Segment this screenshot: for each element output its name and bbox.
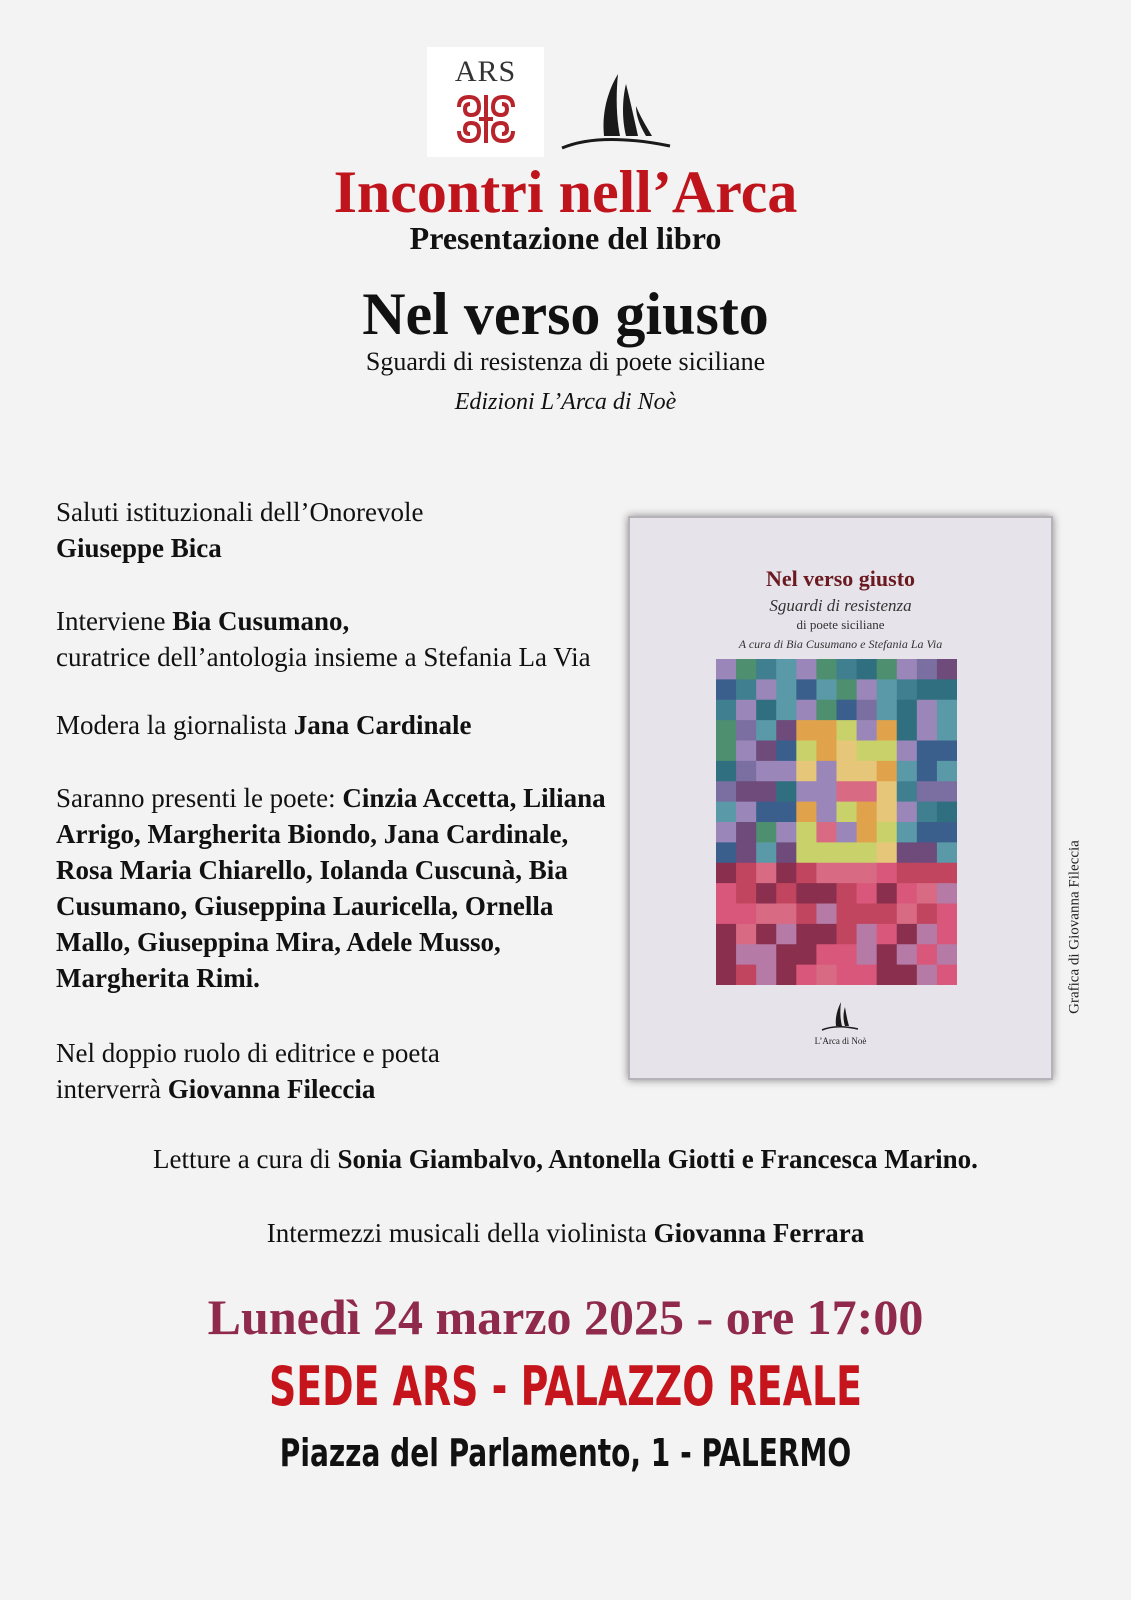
mosaic-tile: [837, 741, 858, 762]
mosaic-tile: [937, 863, 957, 884]
mosaic-tile: [716, 781, 737, 802]
ars-logo: [427, 47, 544, 157]
mosaic-tile: [736, 761, 757, 782]
mosaic-tile: [756, 700, 777, 721]
mosaic-tile: [857, 720, 878, 741]
mosaic-tile: [796, 822, 817, 843]
mosaic-tile: [776, 659, 797, 680]
mosaic-tile: [776, 741, 797, 762]
mosaic-tile: [796, 720, 817, 741]
graphic-credit-text: Grafica di Giovanna Fileccia: [1066, 840, 1083, 1014]
mosaic-tile: [796, 659, 817, 680]
mosaic-tile: [796, 842, 817, 863]
event-series-title: Incontri nell’Arca: [333, 159, 798, 225]
graphic-credit: [1063, 812, 1087, 1042]
mosaic-tile: [917, 679, 938, 700]
mosaic-tile: [776, 781, 797, 802]
program-readings: [0, 1144, 1131, 1175]
mosaic-tile: [756, 720, 777, 741]
mosaic-tile: [716, 822, 737, 843]
mosaic-tile: [736, 659, 757, 680]
mosaic-tile: [897, 904, 918, 925]
mosaic-tile: [917, 924, 938, 945]
mosaic-tile: [917, 842, 938, 863]
mosaic-tile: [937, 924, 957, 945]
mosaic-tile: [937, 741, 957, 762]
mosaic-tile: [796, 761, 817, 782]
poets-names: Cinzia Accetta, Liliana Arrigo, Margherita Biondo, Jana Cardinale, Rosa Maria Chiarello, Iolanda Cuscunà, Bia Cusumano, Giuseppina Lauricella, Ornella Mallo, Giuseppina Mira, Adele Musso, Margherita Rimi.: [56, 783, 606, 993]
mosaic-tile: [917, 659, 938, 680]
ars-logo-text: ARS: [454, 55, 517, 88]
mosaic-tile: [877, 802, 898, 823]
book-subtitle: Sguardi di resistenza di poete siciliane: [365, 347, 766, 376]
mosaic-tile: [897, 679, 918, 700]
mosaic-tile: [776, 965, 797, 985]
mosaic-tile: [897, 741, 918, 762]
mosaic-tile: [756, 679, 777, 700]
mosaic-tile: [857, 822, 878, 843]
program-greetings: [56, 494, 636, 566]
mosaic-tile: [857, 863, 878, 884]
mosaic-tile: [716, 883, 737, 904]
mosaic-tile: [756, 924, 777, 945]
mosaic-tile: [756, 781, 777, 802]
mosaic-tile: [837, 781, 858, 802]
mosaic-tile: [857, 761, 878, 782]
mosaic-tile: [796, 904, 817, 925]
mosaic-tile: [776, 883, 797, 904]
mosaic-tile: [716, 863, 737, 884]
mosaic-tile: [816, 659, 837, 680]
mosaic-tile: [857, 842, 878, 863]
mosaic-tile: [837, 802, 858, 823]
mosaic-tile: [857, 679, 878, 700]
cover-boat-logo-icon: [820, 1000, 860, 1032]
mosaic-tile: [857, 700, 878, 721]
mosaic-tile: [937, 720, 957, 741]
mosaic-tile: [736, 842, 757, 863]
mosaic-tile: [897, 761, 918, 782]
mosaic-tile: [756, 863, 777, 884]
mosaic-tile: [816, 822, 837, 843]
mosaic-tile: [857, 965, 878, 985]
mosaic-tile: [897, 883, 918, 904]
mosaic-tile: [776, 700, 797, 721]
program-moderator: [56, 707, 636, 743]
mosaic-tile: [837, 965, 858, 985]
mosaic-tile: [857, 904, 878, 925]
mosaic-tile: [937, 842, 957, 863]
mosaic-tile: [877, 720, 898, 741]
mosaic-tile: [837, 904, 858, 925]
mosaic-tile: [716, 965, 737, 985]
mosaic-tile: [816, 679, 837, 700]
mosaic-tile: [877, 781, 898, 802]
mosaic-tile: [796, 924, 817, 945]
mosaic-tile: [877, 822, 898, 843]
mosaic-tile: [897, 659, 918, 680]
mosaic-tile: [877, 761, 898, 782]
mosaic-tile: [756, 822, 777, 843]
mosaic-tile: [897, 924, 918, 945]
mosaic-tile: [917, 965, 938, 985]
mosaic-tile: [816, 883, 837, 904]
mosaic-tile: [897, 802, 918, 823]
program-poets: [56, 780, 626, 996]
mosaic-tile: [857, 802, 878, 823]
cover-publisher: L’Arca di Noè: [814, 1036, 867, 1046]
readings-names: Sonia Giambalvo, Antonella Giotti e Francesca Marino.: [337, 1144, 978, 1174]
mosaic-tile: [877, 883, 898, 904]
mosaic-tile: [716, 741, 737, 762]
mosaic-tile: [877, 904, 898, 925]
mosaic-tile: [877, 944, 898, 965]
mosaic-tile: [937, 965, 957, 985]
mosaic-tile: [776, 822, 797, 843]
mosaic-tile: [917, 904, 938, 925]
cover-title: Nel verso giusto: [765, 566, 916, 591]
mosaic-tile: [897, 863, 918, 884]
mosaic-tile: [776, 802, 797, 823]
mosaic-tile: [816, 720, 837, 741]
event-venue: SEDE ARS - PALAZZO REALE: [268, 1355, 863, 1418]
mosaic-tile: [736, 924, 757, 945]
mosaic-tile: [736, 863, 757, 884]
mosaic-tile: [857, 924, 878, 945]
mosaic-tile: [877, 659, 898, 680]
mosaic-tile: [736, 700, 757, 721]
mosaic-tile: [736, 883, 757, 904]
mosaic-tile: [937, 904, 957, 925]
mosaic-tile: [837, 842, 858, 863]
book-cover-image: [628, 516, 1053, 1080]
mosaic-tile: [857, 781, 878, 802]
mosaic-tile: [736, 822, 757, 843]
mosaic-tile: [917, 741, 938, 762]
cover-subtitle-2: di poete siciliane: [796, 617, 885, 632]
mosaic-tile: [776, 761, 797, 782]
mosaic-tile: [837, 883, 858, 904]
mosaic-tile: [756, 659, 777, 680]
program-editor: [56, 1035, 636, 1107]
mosaic-tile: [937, 761, 957, 782]
mosaic-tile: [877, 842, 898, 863]
mosaic-tile: [756, 741, 777, 762]
mosaic-tile: [937, 659, 957, 680]
mosaic-tile: [736, 802, 757, 823]
mosaic-tile: [917, 822, 938, 843]
mosaic-tile: [837, 761, 858, 782]
mosaic-tile: [796, 802, 817, 823]
mosaic-tile: [937, 781, 957, 802]
mosaic-tile: [716, 700, 737, 721]
mosaic-tile: [716, 904, 737, 925]
mosaic-tile: [716, 924, 737, 945]
poets-text: Saranno presenti le poete:: [56, 783, 343, 813]
greetings-text: Saluti istituzionali dell’Onorevole: [56, 497, 424, 527]
mosaic-tile: [877, 924, 898, 945]
mosaic-tile: [897, 842, 918, 863]
book-title: Nel verso giusto: [362, 281, 769, 347]
mosaic-tile: [756, 842, 777, 863]
mosaic-tile: [917, 700, 938, 721]
book-publisher: Edizioni L’Arca di Noè: [454, 389, 677, 415]
cover-editors: A cura di Bia Cusumano e Stefania La Via: [738, 637, 943, 651]
moderator-text: Modera la giornalista: [56, 710, 294, 740]
mosaic-tile: [736, 904, 757, 925]
mosaic-tile: [897, 700, 918, 721]
editor-text-2: interverrà: [56, 1074, 168, 1104]
mosaic-tile: [897, 720, 918, 741]
mosaic-tile: [837, 924, 858, 945]
mosaic-tile: [756, 802, 777, 823]
mosaic-tile: [837, 863, 858, 884]
music-text: Intermezzi musicali della violinista: [266, 1218, 654, 1248]
event-subtitle: Presentazione del libro: [409, 220, 722, 256]
mosaic-tile: [796, 741, 817, 762]
mosaic-tile: [877, 679, 898, 700]
mosaic-tile: [816, 965, 837, 985]
editor-name: Giovanna Fileccia: [167, 1074, 376, 1104]
mosaic-tile: [776, 924, 797, 945]
mosaic-tile: [816, 924, 837, 945]
mosaic-tile: [816, 761, 837, 782]
mosaic-tile: [917, 761, 938, 782]
mosaic-tile: [837, 720, 858, 741]
event-date: Lunedì 24 marzo 2025 - ore 17:00: [207, 1289, 924, 1345]
mosaic-tile: [837, 659, 858, 680]
readings-text: Letture a cura di: [153, 1144, 338, 1174]
mosaic-tile: [736, 781, 757, 802]
mosaic-tile: [796, 679, 817, 700]
mosaic-tile: [796, 700, 817, 721]
program-music: [0, 1218, 1131, 1249]
mosaic-tile: [716, 659, 737, 680]
mosaic-tile: [877, 700, 898, 721]
editor-text-1: Nel doppio ruolo di editrice e poeta: [56, 1038, 440, 1068]
mosaic-tile: [857, 659, 878, 680]
mosaic-tile: [857, 883, 878, 904]
mosaic-tile: [816, 781, 837, 802]
mosaic-tile: [756, 904, 777, 925]
mosaic-tile: [937, 802, 957, 823]
mosaic-tile: [917, 720, 938, 741]
mosaic-tile: [937, 822, 957, 843]
mosaic-tile: [857, 741, 878, 762]
mosaic-tile: [937, 883, 957, 904]
mosaic-tile: [716, 720, 737, 741]
mosaic-tile: [776, 842, 797, 863]
mosaic-tile: [736, 679, 757, 700]
mosaic-tile: [776, 679, 797, 700]
mosaic-tile: [857, 944, 878, 965]
event-address: Piazza del Parlamento, 1 - PALERMO: [279, 1431, 852, 1475]
mosaic-tile: [937, 700, 957, 721]
cover-subtitle-1: Sguardi di resistenza: [769, 596, 912, 615]
speaker-text: Interviene: [56, 606, 173, 636]
mosaic-tile: [756, 761, 777, 782]
mosaic-tile: [877, 863, 898, 884]
mosaic-tile: [897, 944, 918, 965]
mosaic-tile: [796, 781, 817, 802]
mosaic-tile: [917, 944, 938, 965]
mosaic-tile: [716, 802, 737, 823]
mosaic-tile: [716, 842, 737, 863]
mosaic-tile: [816, 944, 837, 965]
mosaic-tile: [937, 679, 957, 700]
mosaic-tile: [837, 679, 858, 700]
moderator-name: Jana Cardinale: [293, 710, 472, 740]
mosaic-tile: [756, 944, 777, 965]
mosaic-tile: [796, 863, 817, 884]
mosaic-tile: [796, 883, 817, 904]
mosaic-tile: [917, 883, 938, 904]
ars-spiral-emblem-icon: [455, 93, 517, 145]
mosaic-tile: [816, 700, 837, 721]
mosaic-tile: [937, 944, 957, 965]
mosaic-tile: [716, 761, 737, 782]
cover-mosaic-portrait: [716, 659, 957, 985]
mosaic-tile: [877, 741, 898, 762]
mosaic-tile: [877, 965, 898, 985]
mosaic-tile: [776, 720, 797, 741]
mosaic-tile: [776, 944, 797, 965]
greetings-name: Giuseppe Bica: [56, 533, 222, 563]
speaker-name: Bia Cusumano,: [172, 606, 350, 636]
mosaic-tile: [816, 863, 837, 884]
mosaic-tile: [816, 741, 837, 762]
mosaic-tile: [736, 965, 757, 985]
mosaic-tile: [837, 822, 858, 843]
mosaic-tile: [917, 781, 938, 802]
arca-di-noe-boat-logo-icon: [560, 70, 672, 156]
mosaic-tile: [897, 822, 918, 843]
mosaic-tile: [776, 863, 797, 884]
mosaic-tile: [796, 944, 817, 965]
mosaic-tile: [917, 863, 938, 884]
speaker-note: curatrice dell’antologia insieme a Stefania La Via: [56, 642, 591, 672]
mosaic-tile: [716, 679, 737, 700]
mosaic-tile: [816, 904, 837, 925]
mosaic-tile: [816, 802, 837, 823]
mosaic-tile: [756, 965, 777, 985]
mosaic-tile: [897, 965, 918, 985]
mosaic-tile: [837, 944, 858, 965]
mosaic-tile: [776, 904, 797, 925]
mosaic-tile: [736, 720, 757, 741]
mosaic-tile: [837, 700, 858, 721]
mosaic-tile: [917, 802, 938, 823]
program-speaker: [56, 603, 636, 675]
mosaic-tile: [816, 842, 837, 863]
mosaic-tile: [897, 781, 918, 802]
mosaic-tile: [796, 965, 817, 985]
music-name: Giovanna Ferrara: [653, 1218, 865, 1248]
mosaic-tile: [756, 883, 777, 904]
mosaic-tile: [736, 944, 757, 965]
mosaic-tile: [736, 741, 757, 762]
mosaic-tile: [716, 944, 737, 965]
